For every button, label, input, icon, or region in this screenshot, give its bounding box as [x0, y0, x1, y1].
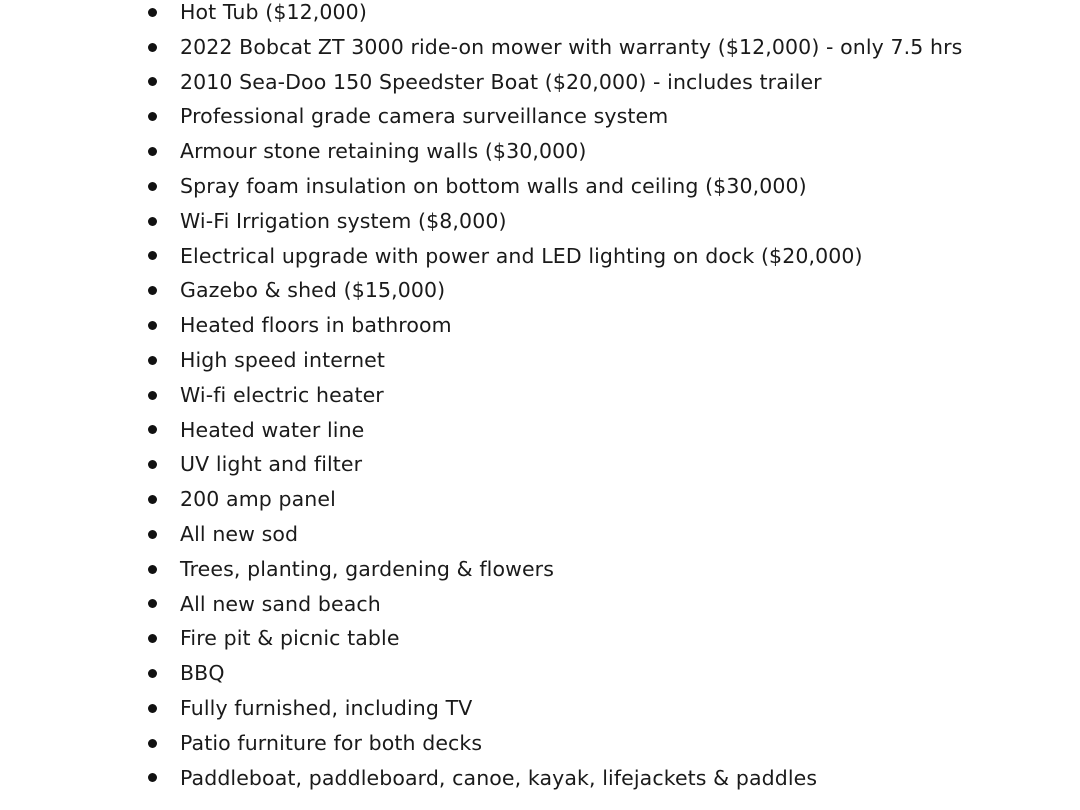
list-item: [145, 30, 1045, 65]
bullet-icon: [148, 286, 157, 295]
list-item: [145, 656, 1045, 691]
list-item: [145, 308, 1045, 343]
list-item-text: 200 amp panel: [180, 487, 336, 512]
list-item-text: Spray foam insulation on bottom walls and ceiling ($30,000): [180, 173, 807, 198]
list-item: [145, 343, 1045, 378]
list-item: [145, 761, 1045, 796]
list-item: [145, 0, 1045, 30]
list-item-text: Gazebo & shed ($15,000): [180, 278, 446, 303]
bullet-icon: [148, 495, 157, 504]
list-item: [145, 691, 1045, 726]
list-item: [145, 204, 1045, 239]
list-item-text: UV light and filter: [180, 452, 363, 477]
list-item: [145, 239, 1045, 274]
list-item-text: Heated water line: [180, 417, 365, 442]
bullet-icon: [148, 669, 157, 678]
list-item: [145, 65, 1045, 100]
list-item: [145, 413, 1045, 448]
list-item: [145, 134, 1045, 169]
list-item-text: High speed internet: [180, 347, 386, 372]
list-item-text: All new sand beach: [180, 591, 381, 616]
list-item-text: Armour stone retaining walls ($30,000): [180, 139, 587, 164]
bullet-icon: [148, 530, 157, 539]
bullet-icon: [148, 425, 157, 434]
list-item-text: 2022 Bobcat ZT 3000 ride-on mower with warranty ($12,000) - only 7.5 hrs: [180, 34, 963, 59]
list-item-text: Hot Tub ($12,000): [180, 0, 367, 24]
bullet-icon: [148, 460, 157, 469]
list-item: [145, 482, 1045, 517]
bullet-icon: [148, 739, 157, 748]
list-item: [145, 378, 1045, 413]
list-item-text: 2010 Sea-Doo 150 Speedster Boat ($20,000) - includes trailer: [180, 69, 822, 94]
list-item: [145, 99, 1045, 134]
list-item-text: Fire pit & picnic table: [180, 626, 400, 651]
bullet-icon: [148, 704, 157, 713]
list-item-text: Paddleboat, paddleboard, canoe, kayak, lifejackets & paddles: [180, 765, 818, 790]
list-item: [145, 447, 1045, 482]
list-item-text: Electrical upgrade with power and LED lighting on dock ($20,000): [180, 243, 863, 268]
list-item-text: All new sod: [180, 521, 299, 546]
bullet-icon: [148, 391, 157, 400]
list-item-text: Trees, planting, gardening & flowers: [180, 556, 554, 581]
list-item-text: Heated floors in bathroom: [180, 313, 452, 338]
bullet-icon: [148, 43, 157, 52]
bullet-icon: [148, 321, 157, 330]
bullet-icon: [148, 773, 157, 782]
list-item-text: Wi-Fi Irrigation system ($8,000): [180, 208, 507, 233]
list-item-text: Professional grade camera surveillance system: [180, 104, 669, 129]
list-item: [145, 552, 1045, 587]
list-item: [145, 517, 1045, 552]
bullet-icon: [148, 147, 157, 156]
bullet-icon: [148, 565, 157, 574]
list-item: [145, 587, 1045, 622]
list-item: [145, 621, 1045, 656]
bullet-icon: [148, 182, 157, 191]
list-item-text: BBQ: [180, 661, 225, 686]
bullet-icon: [148, 251, 157, 260]
list-item: [145, 273, 1045, 308]
list-item-text: Patio furniture for both decks: [180, 730, 483, 755]
bullet-icon: [148, 77, 157, 86]
bullet-icon: [148, 217, 157, 226]
list-item-text: Wi-fi electric heater: [180, 382, 384, 407]
bullet-icon: [148, 356, 157, 365]
bullet-icon: [148, 599, 157, 608]
list-item-text: Fully furnished, including TV: [180, 695, 473, 720]
list-item: [145, 169, 1045, 204]
bullet-icon: [148, 634, 157, 643]
feature-list: [145, 0, 1045, 795]
bullet-icon: [148, 112, 157, 121]
list-item: [145, 726, 1045, 761]
bullet-icon: [148, 8, 157, 17]
